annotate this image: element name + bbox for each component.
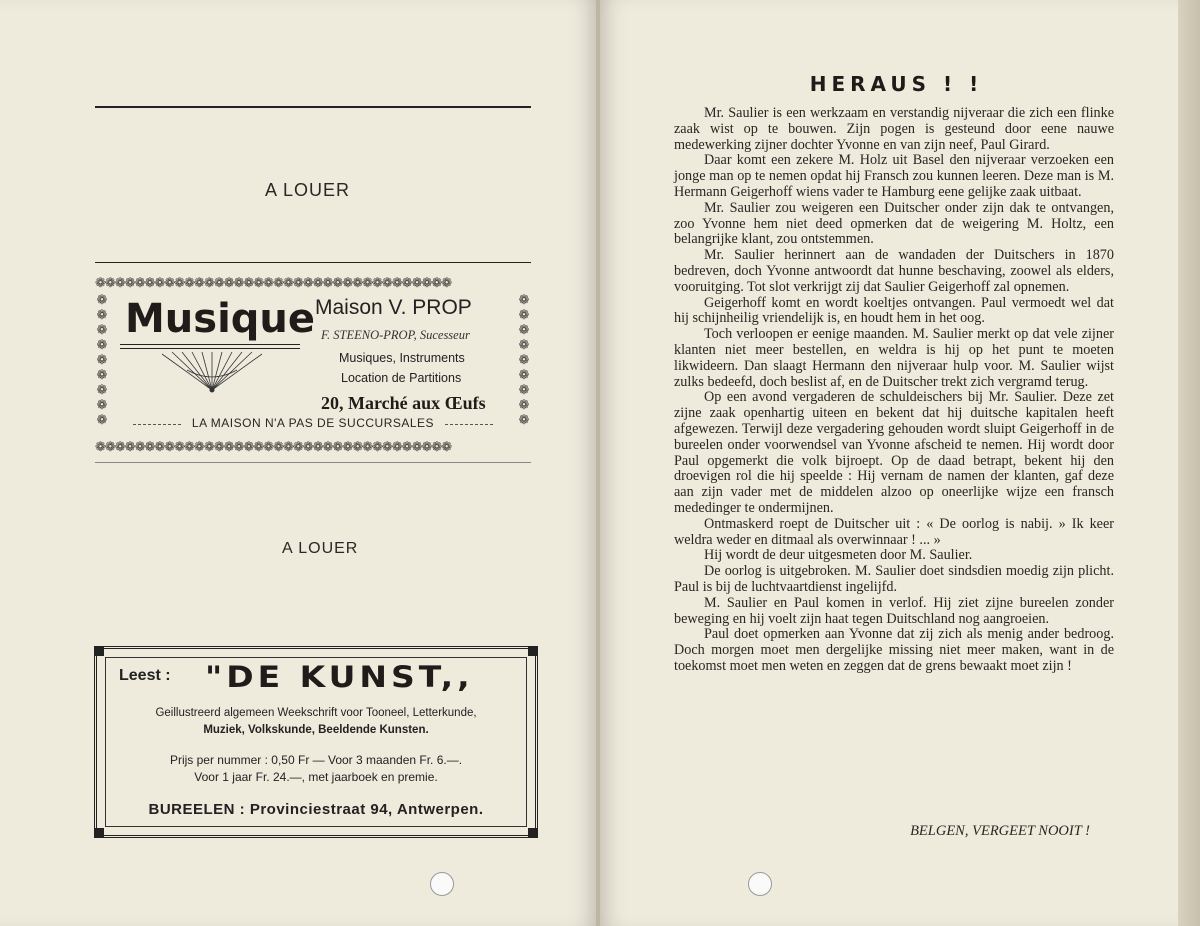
address-line: 20, Marché aux Œufs: [321, 393, 486, 413]
divider-rule-2: [95, 462, 531, 463]
article-paragraph: Mr. Saulier is een werkzaam en verstandig nijveraar die zich een flinke zaak wist op te bouwen. Zijn pogen is gesteund door eene nauwe medewerking zijner dochter Yvonne en van zijn neef, Paul Girard.: [674, 105, 1114, 153]
article-paragraph: De oorlog is uitgebroken. M. Saulier doet sindsdien moedig zijn plicht. Paul is bij de luchtvaartdienst ingelijfd.: [674, 563, 1114, 595]
price-line-2: Voor 1 jaar Fr. 24.—, met jaarboek en premie.: [194, 770, 438, 784]
closing-slogan: BELGEN, VERGEET NOOIT !: [910, 823, 1090, 839]
musique-underline: [120, 344, 300, 349]
de-kunst-advertisement: [94, 646, 538, 838]
article-paragraph: Mr. Saulier zou weigeren een Duitscher onder zijn dak te ontvangen, zoo Yvonne hem niet deed opmerken dat de weigering M. Holtz, een belangrijke klant, zou ontstemmen.: [674, 199, 1114, 248]
article-paragraph: Mr. Saulier herinnert aan de wandaden der Duitschers in 1870 bedreven, doch Yvonne antwoordt dat hunne beschaving, zoowel als elders, vooruitging. Tot slot verkrijgt zij dat Saulier Geigerhoff zal opnemen.: [674, 247, 1114, 295]
divider-rule: [95, 262, 531, 263]
no-branches-line: LA MAISON N'A PAS DE SUCCURSALES: [191, 416, 435, 430]
article-paragraph: Ontmaskerd roept de Duitscher uit : « De oorlog is nabij. » Ik keer weldra weder en ditmaal als overwinnaar ! ... »: [674, 515, 1114, 548]
top-rule: [95, 106, 531, 108]
a-louer-top: A LOUER: [265, 180, 351, 200]
corner-ornament: [94, 646, 104, 656]
article-paragraph: M. Saulier en Paul komen in verlof. Hij ziet zijne bureelen zonder beweging en hij voelt zijn haat tegen Duitschland nog aangroeien.: [674, 594, 1114, 627]
page-gutter: [596, 0, 600, 926]
article-paragraph: Hij wordt de deur uitgesmeten door M. Saulier.: [704, 547, 973, 564]
price-line-1: Prijs per nummer : 0,50 Fr — Voor 3 maanden Fr. 6.—.: [169, 753, 463, 767]
article-heading: HERAUS ! !: [809, 72, 984, 96]
a-louer-bottom: A LOUER: [282, 540, 359, 557]
musique-title: Musique: [125, 296, 316, 342]
corner-ornament: [528, 828, 538, 838]
ornament-border-top: ❁❁❁❁❁❁❁❁❁❁❁❁❁❁❁❁❁❁❁❁❁❁❁❁❁❁❁❁❁❁❁❁❁❁❁❁: [95, 276, 452, 290]
right-page-edge: [1178, 0, 1200, 926]
ornament-border-bottom: ❁❁❁❁❁❁❁❁❁❁❁❁❁❁❁❁❁❁❁❁❁❁❁❁❁❁❁❁❁❁❁❁❁❁❁❁: [95, 440, 452, 454]
binding-hole-left: [430, 872, 454, 896]
location-line: Location de Partitions: [341, 371, 462, 385]
article-paragraph: Daar komt een zekere M. Holz uit Basel den nijveraar verzoeken een jonge man op te nemen opdat hij Fransch zou kunnen leeren. Deze man is M. Hermann Geigerhoff wiens vader te Hamburg eene gelijke zaak uitbaat.: [674, 152, 1114, 200]
kunst-description-2: Muziek, Volkskunde, Beeldende Kunsten.: [203, 724, 429, 736]
musique-advertisement: [95, 276, 531, 454]
kunst-description-1: Geillustreerd algemeen Weekschrift voor Tooneel, Letterkunde,: [155, 707, 477, 719]
sunburst-ornament-icon: [157, 350, 267, 394]
de-kunst-title: "DE KUNST,,: [205, 658, 474, 695]
corner-ornament: [528, 646, 538, 656]
offices-address: BUREELEN : Provinciestraat 94, Antwerpen.: [148, 801, 484, 818]
article-paragraph: Toch verloopen er eenige maanden. M. Saulier merkt op dat vele zijner klanten niet meer bestellen, en weldra is hij op het punt te moeten likwideern. Dan slaagt Hermann den nijveraar hulp voor. M. Saulier wijst zulks bedeefd, doch beslist af, en de Duitscher trekt zich vergramd terug.: [674, 326, 1114, 390]
ornament-border-right: ❁ ❁ ❁ ❁ ❁ ❁ ❁ ❁ ❁: [518, 292, 530, 427]
successor-line: F. STEENO-PROP, Sucesseur: [321, 328, 470, 342]
musiques-line: Musiques, Instruments: [339, 351, 465, 365]
ornament-border-left: ❁ ❁ ❁ ❁ ❁ ❁ ❁ ❁ ❁: [96, 292, 108, 427]
leest-label: Leest :: [119, 667, 171, 684]
article-paragraph: Geigerhoff komt en wordt koeltjes ontvangen. Paul vermoedt wel dat hij schijnheilig vriendelijk is, en houdt hem in het oog.: [674, 294, 1114, 327]
article-body: [674, 106, 1114, 675]
binding-hole-right: [748, 872, 772, 896]
article-paragraph: Paul doet opmerken aan Yvonne dat zij zich als menig ander bedroog. Doch morgen moet men dergelijke missing niet meer maken, want in de toekomst moet men weten en zeggen dat de grens bewaakt moet zijn !: [674, 626, 1114, 674]
article-paragraph: Op een avond vergaderen de schuldeischers bij Mr. Saulier. Deze zet zijne zaak openhartig uiteen en bekent dat hij duitsche kapitalen heeft afgewezen. Terwijl deze vergadering gehouden wordt sluipt Geigerhoff in de bureelen onder voorwendsel van Yvonne afscheid te nemen. Hij wordt door Paul opgemerkt die volk bijroept. Op de daad betrapt, bekent hij den droevigen rol die hij speelde : Hij vernam de namen der klanten, gaf deze aan zijn vader met de middelen alzoo op oneerlijke wijze een fransch mededinger te ondermijnen.: [674, 389, 1114, 516]
maison-name: Maison V. PROP: [315, 296, 472, 319]
corner-ornament: [94, 828, 104, 838]
